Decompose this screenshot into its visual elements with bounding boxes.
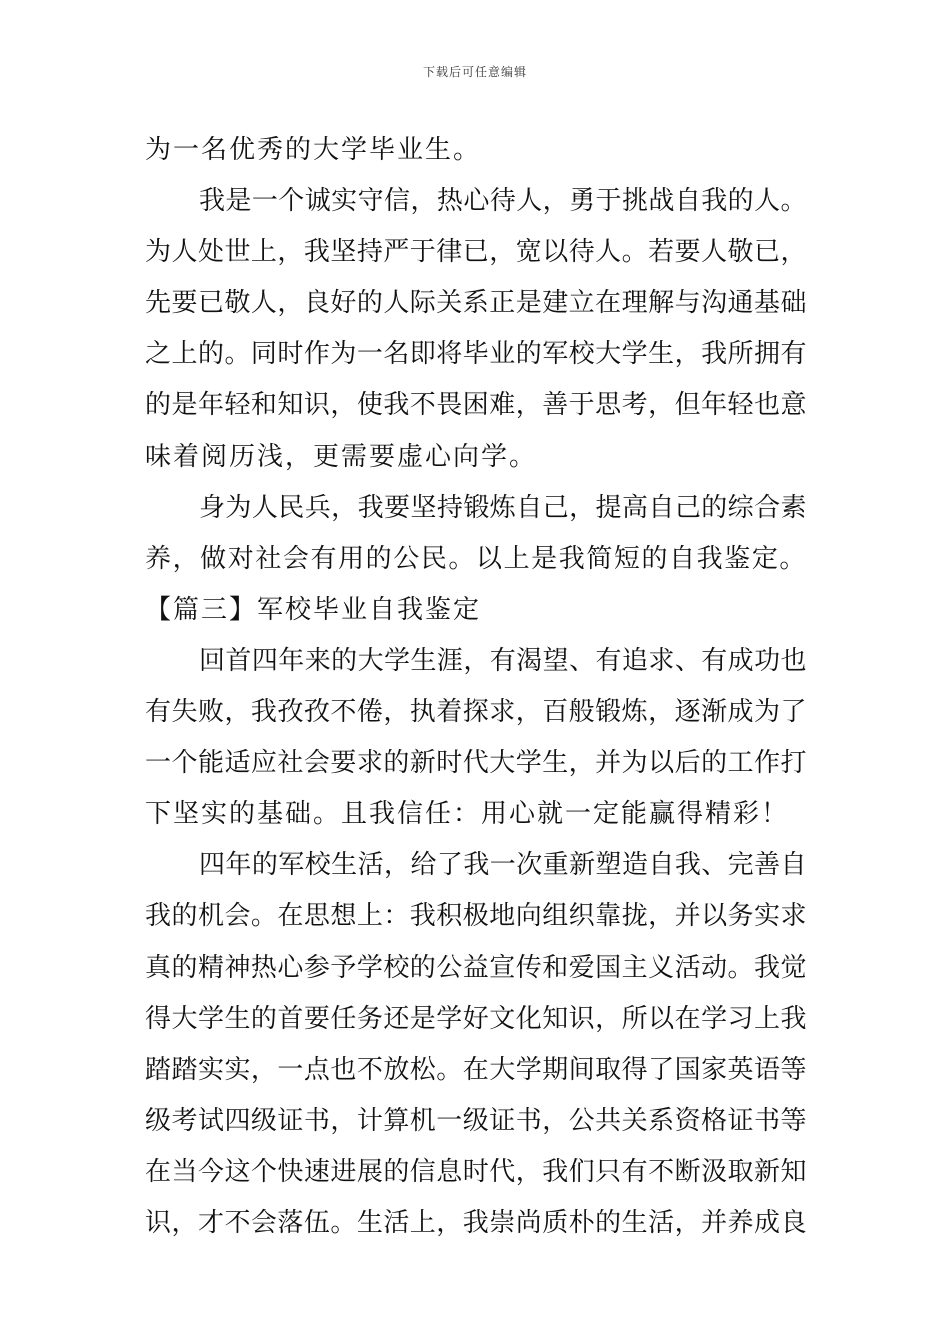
text-line: 【篇三】军校毕业自我鉴定 <box>145 594 482 625</box>
text-line: 在当今这个快速进展的信息时代，我们只有不断汲取新知 <box>145 1156 807 1187</box>
text-line: 为一名优秀的大学毕业生。 <box>145 135 482 165</box>
text-line: 下坚实的基础。且我信任：用心就一定能赢得精彩！ <box>145 799 790 830</box>
text-line: 真的精神热心参予学校的公益宣传和爱国主义活动。我觉 <box>145 952 807 983</box>
text-line: 回首四年来的大学生涯，有渴望、有追求、有成功也 <box>199 645 807 676</box>
text-line: 我的机会。在思想上：我积极地向组织靠拢，并以务实求 <box>145 901 807 932</box>
text-line: 识，才不会落伍。生活上，我崇尚质朴的生活，并养成良 <box>145 1207 807 1238</box>
text-line: 先要已敬人，良好的人际关系正是建立在理解与沟通基础 <box>145 288 807 319</box>
text-line: 的是年轻和知识，使我不畏困难，善于思考，但年轻也意 <box>145 390 807 421</box>
document-body <box>145 125 807 1249</box>
text-line: 身为人民兵，我要坚持锻炼自己，提高自己的综合素 <box>199 492 807 523</box>
page-header: 下载后可任意编辑 <box>422 65 527 79</box>
text-line: 得大学生的首要任务还是学好文化知识，所以在学习上我 <box>145 1003 807 1034</box>
text-line: 养，做对社会有用的公民。以上是我简短的自我鉴定。 <box>145 543 807 574</box>
text-line: 我是一个诚实守信，热心待人，勇于挑战自我的人。 <box>199 186 807 217</box>
text-line: 有失败，我孜孜不倦，执着探求，百般锻炼，逐渐成为了 <box>145 697 807 728</box>
text-line: 之上的。同时作为一名即将毕业的军校大学生，我所拥有 <box>145 339 807 370</box>
text-line: 味着阅历浅，更需要虚心向学。 <box>145 441 538 472</box>
text-line: 为人处世上，我坚持严于律已，宽以待人。若要人敬已， <box>145 237 807 268</box>
text-line: 级考试四级证书，计算机一级证书，公共关系资格证书等 <box>145 1105 807 1136</box>
text-line: 一个能适应社会要求的新时代大学生，并为以后的工作打 <box>145 748 807 779</box>
text-line: 踏踏实实，一点也不放松。在大学期间取得了国家英语等 <box>145 1054 807 1085</box>
text-line: 四年的军校生活，给了我一次重新塑造自我、完善自 <box>199 850 807 881</box>
